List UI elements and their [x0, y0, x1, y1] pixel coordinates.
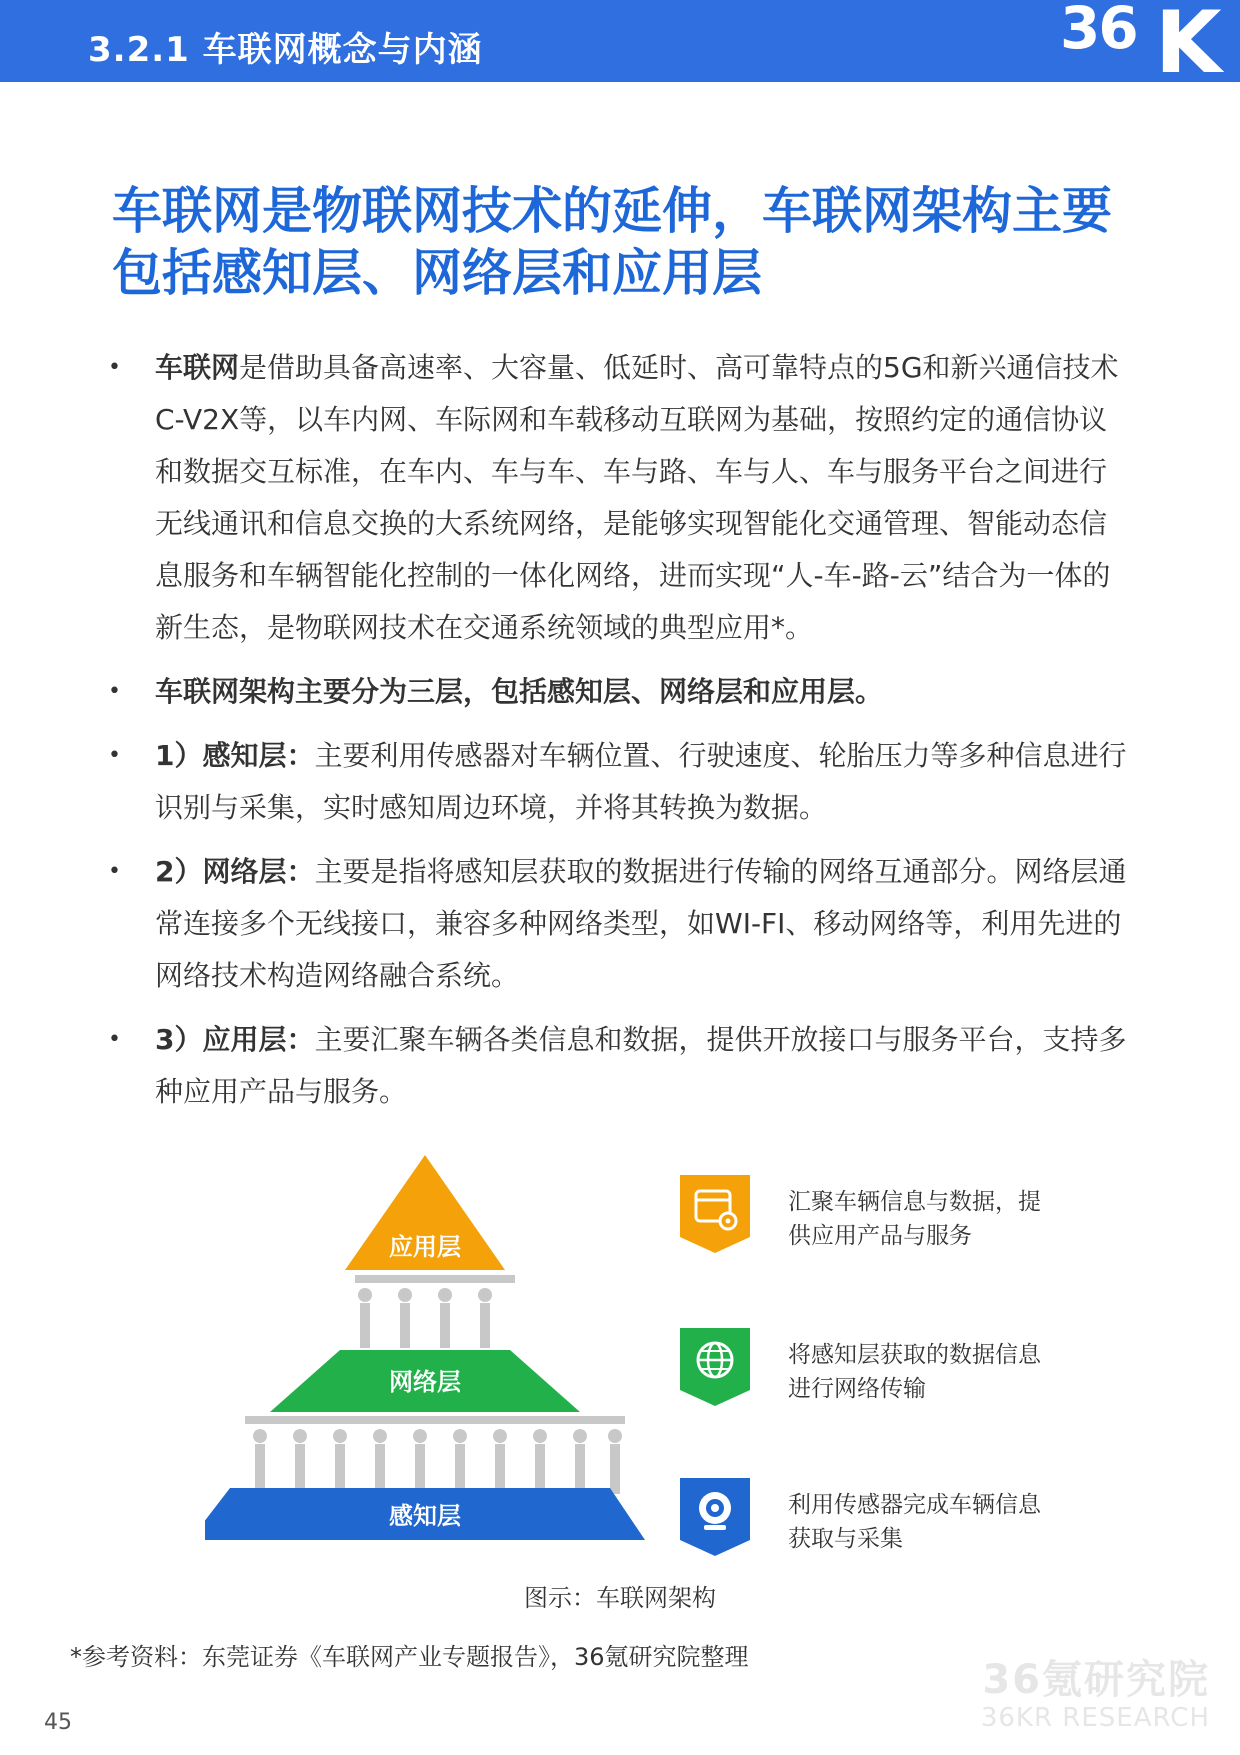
bullet-dot: • [108, 679, 121, 704]
legend-item-perception [680, 1478, 1080, 1568]
bullet-text: 主要汇聚车辆各类信息和数据，提供开放接口与服务平台，支持多种应用产品与服务。 [155, 1023, 1127, 1108]
legend-line: 利用传感器完成车辆信息 [788, 1492, 1041, 1518]
legend-text-perception [788, 1488, 1078, 1556]
bullet-dot: • [108, 355, 121, 380]
legend-line: 进行网络传输 [788, 1376, 926, 1402]
bullet-list [100, 342, 1130, 1130]
bullet-text: 主要利用传感器对车辆位置、行驶速度、轮胎压力等多种信息进行识别与采集，实时感知周边环境，并将其转换为数据。 [155, 739, 1127, 824]
bullet-item-architecture [100, 666, 1130, 718]
bullet-bold: 3）应用层： [155, 1023, 315, 1056]
bullet-item-perception [100, 730, 1130, 834]
source-note: *参考资料：东莞证券《车联网产业专题报告》，36氪研究院整理 [70, 1643, 749, 1671]
headline-line-1: 车联网是物联网技术的延伸，车联网架构主要 [112, 182, 1112, 240]
36kr-logo: 36 K [1060, 0, 1222, 93]
app-settings-icon [680, 1175, 750, 1255]
globe-icon [680, 1328, 750, 1408]
person-figure [438, 1288, 452, 1348]
section-header-bar [0, 0, 1240, 93]
legend-line: 汇聚车辆信息与数据，提 [788, 1189, 1041, 1215]
architecture-pyramid [205, 1150, 665, 1550]
headline-line-2: 包括感知层、网络层和应用层 [112, 244, 762, 302]
person-figure [398, 1288, 412, 1348]
person-figure [573, 1429, 587, 1494]
tier-label-network: 网络层 [389, 1368, 461, 1396]
camera-sensor-icon [680, 1478, 750, 1558]
page-number: 45 [44, 1710, 72, 1735]
bullet-text: 是借助具备高速率、大容量、低延时、高可靠特点的5G和新兴通信技术C-V2X等，以车内网、车际网和车载移动互联网为基础，按照约定的通信协议和数据交互标准，在车内、车与车、车与路、车与人、车与服务平台之间进行无线通讯和信息交换的大系统网络，是能够实现智能化交通管理、智能动态信息服务和车辆智能化控制的一体化网络，进而实现“人-车-路-云”结合为一体的新生态，是物联网技术在交通系统领域的典型应用*。 [155, 351, 1119, 644]
bullet-bold: 2）网络层： [155, 855, 315, 888]
person-figure [533, 1429, 547, 1494]
legend-item-network [680, 1328, 1080, 1418]
legend-line: 获取与采集 [788, 1526, 903, 1552]
bullet-item-network [100, 846, 1130, 1002]
watermark-cn: 36氪研究院 [982, 1657, 1210, 1703]
person-figure [293, 1429, 307, 1494]
section-title: 3.2.1 车联网概念与内涵 [88, 30, 483, 70]
figure-caption: 图示：车联网架构 [524, 1584, 716, 1612]
person-figure [493, 1429, 507, 1494]
person-figure [478, 1288, 492, 1348]
bullet-bold: 1）感知层： [155, 739, 315, 772]
person-figure [413, 1429, 427, 1494]
bullet-item-definition [100, 342, 1130, 654]
tier-label-app: 应用层 [389, 1233, 461, 1261]
tier-label-perception: 感知层 [389, 1502, 461, 1530]
legend-line: 将感知层获取的数据信息 [788, 1342, 1041, 1368]
watermark-en: 36KR RESEARCH [980, 1703, 1210, 1733]
legend-text-app [788, 1185, 1078, 1253]
people-row-upper [355, 1275, 515, 1348]
person-figure [253, 1429, 267, 1494]
person-figure [358, 1288, 372, 1348]
bullet-bold: 车联网 [155, 351, 240, 384]
legend-line: 供应用产品与服务 [788, 1223, 972, 1249]
legend-item-app [680, 1175, 1080, 1265]
bullet-dot: • [108, 743, 121, 768]
bullet-item-application [100, 1014, 1130, 1118]
watermark [981, 1648, 1210, 1733]
bullet-text: 主要是指将感知层获取的数据进行传输的网络互通部分。网络层通常连接多个无线接口，兼容多种网络类型，如WI-FI、移动网络等，利用先进的网络技术构造网络融合系统。 [155, 855, 1127, 992]
bullet-bold: 车联网架构主要分为三层，包括感知层、网络层和应用层。 [155, 675, 884, 708]
page-headline [112, 180, 1142, 304]
bullet-dot: • [108, 1027, 121, 1052]
people-row-lower [245, 1416, 625, 1494]
person-figure [333, 1429, 347, 1494]
pyramid-graphic [205, 1150, 665, 1550]
legend-text-network [788, 1338, 1078, 1406]
person-figure [453, 1429, 467, 1494]
person-figure [373, 1429, 387, 1494]
person-figure [608, 1429, 622, 1494]
bullet-dot: • [108, 859, 121, 884]
